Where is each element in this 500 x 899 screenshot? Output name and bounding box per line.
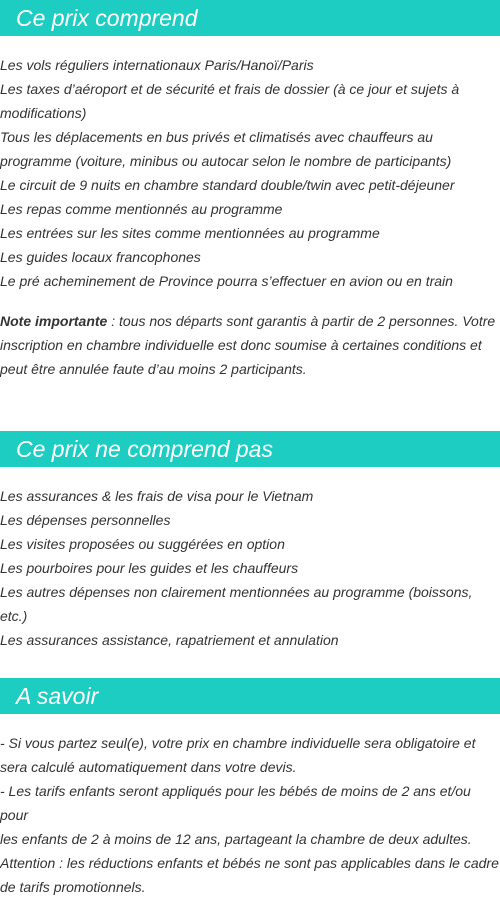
list-item: Les assurances & les frais de visa pour le Vietnam	[0, 488, 314, 504]
section-title: Ce prix ne comprend pas	[0, 431, 500, 467]
list-item: modifications)	[0, 105, 87, 121]
info-list	[0, 731, 500, 899]
list-item: - Les tarifs enfants seront appliqués pour les bébés de moins de 2 ans et/ou pour	[0, 783, 471, 823]
section-title: Ce prix comprend	[0, 0, 500, 36]
note-text: inscription en chambre individuelle est donc soumise à certaines conditions et	[0, 337, 482, 353]
list-item: Les pourboires pour les guides et les chauffeurs	[0, 560, 299, 576]
list-item: de tarifs promotionnels.	[0, 879, 146, 895]
section-ce-prix-ne-comprend-pas	[0, 431, 500, 652]
list-item: Les vols réguliers internationaux Paris/Hanoï/Paris	[0, 57, 314, 73]
section-ce-prix-comprend	[0, 0, 500, 381]
list-item: Le pré acheminement de Province pourra s’effectuer en avion ou en train	[0, 273, 453, 289]
included-list	[0, 53, 500, 293]
excluded-list	[0, 484, 500, 652]
list-item: Attention : les réductions enfants et bébés ne sont pas applicables dans le cadre	[0, 855, 499, 871]
list-item: Tous les déplacements en bus privés et climatisés avec chauffeurs au	[0, 129, 433, 145]
list-item: les enfants de 2 à moins de 12 ans, partageant la chambre de deux adultes.	[0, 831, 472, 847]
list-item: - Si vous partez seul(e), votre prix en chambre individuelle sera obligatoire et	[0, 735, 476, 751]
section-a-savoir	[0, 678, 500, 899]
list-item: Les guides locaux francophones	[0, 249, 201, 265]
list-item: Les visites proposées ou suggérées en option	[0, 536, 285, 552]
note-label: Note importante	[0, 313, 108, 329]
important-note	[0, 309, 500, 381]
list-item: Les dépenses personnelles	[0, 512, 171, 528]
list-item: Les assurances assistance, rapatriement et annulation	[0, 632, 339, 648]
list-item: Le circuit de 9 nuits en chambre standard double/twin avec petit-déjeuner	[0, 177, 455, 193]
list-item: Les entrées sur les sites comme mentionnées au programme	[0, 225, 380, 241]
list-item: Les autres dépenses non clairement mentionnées au programme (boissons, etc.)	[0, 584, 473, 624]
list-item: programme (voiture, minibus ou autocar selon le nombre de participants)	[0, 153, 452, 169]
note-text: peut être annulée faute d’au moins 2 participants.	[0, 361, 307, 377]
note-text: : tous nos départs sont garantis à partir de 2 personnes. Votre	[107, 313, 496, 329]
list-item: sera calculé automatiquement dans votre devis.	[0, 759, 297, 775]
section-title: A savoir	[0, 678, 500, 714]
list-item: Les repas comme mentionnés au programme	[0, 201, 283, 217]
list-item: Les taxes d’aéroport et de sécurité et frais de dossier (à ce jour et sujets à	[0, 81, 460, 97]
